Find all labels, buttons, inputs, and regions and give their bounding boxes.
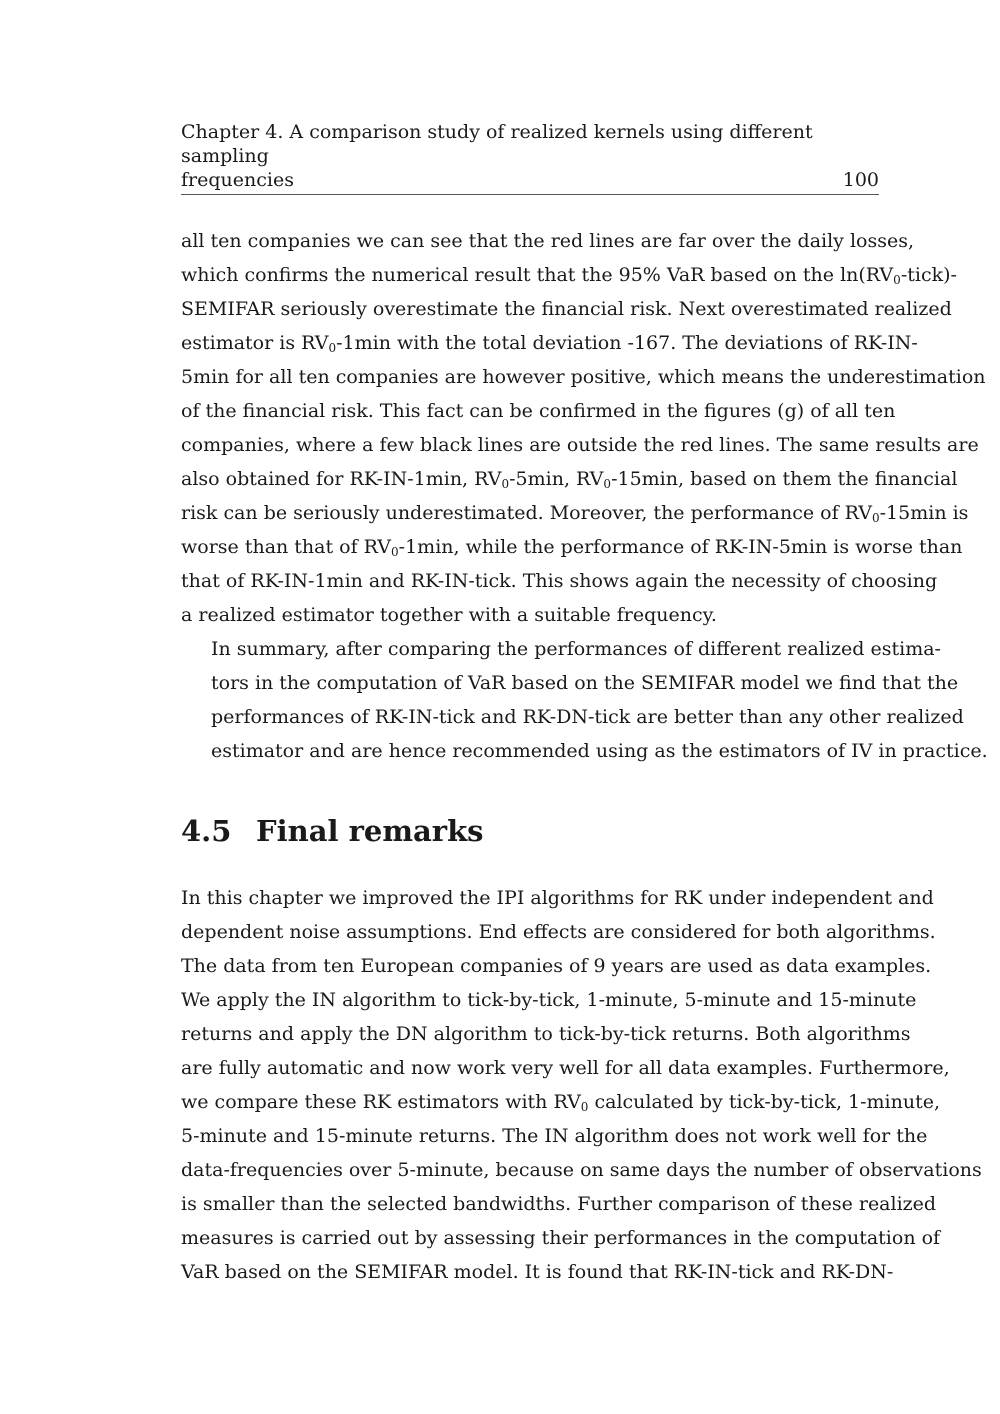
text-line: We apply the IN algorithm to tick-by-tick, 1-minute, 5-minute and 15-minute [181,989,917,1011]
text-line: which confirms the numerical result that the 95% VaR based on the $\ln(RV_0-tick)-$ [181,264,957,287]
text-line: that of RK-IN-1min and RK-IN-tick. This shows again the necessity of choosing [181,570,938,592]
text-line: 5min for all ten companies are however positive, which means the underestimation [181,366,986,388]
text-line: In summary, after comparing the performances of different realized estima- [211,638,941,660]
text-line: measures is carried out by assessing their performances in the computation of [181,1227,941,1249]
text-line: tors in the computation of VaR based on the SEMIFAR model we find that the [211,672,959,694]
text-line: dependent noise assumptions. End effects are considered for both algorithms. [181,921,936,943]
text-line: data-frequencies over 5-minute, because on same days the number of observations [181,1159,982,1181]
text-line: VaR based on the SEMIFAR model. It is found that RK-IN-tick and RK-DN- [181,1261,894,1283]
paragraph-final-remarks [181,881,982,1289]
text-line: SEMIFAR seriously overestimate the financial risk. Next overestimated realized [181,298,952,320]
text-line: 5-minute and 15-minute returns. The IN algorithm does not work well for the [181,1125,928,1147]
text-line: of the financial risk. This fact can be confirmed in the figures (g) of all ten [181,400,896,422]
text-line: performances of RK-IN-tick and RK-DN-tick are better than any other realized [211,706,964,728]
text-line: returns and apply the DN algorithm to tick-by-tick returns. Both algorithms [181,1023,911,1045]
running-header [181,120,879,195]
text-line: is smaller than the selected bandwidths. Further comparison of these realized [181,1193,937,1215]
paragraph-continued [181,224,986,632]
paragraph-summary [181,632,988,768]
text-line: are fully automatic and now work very well for all data examples. Furthermore, [181,1057,950,1079]
chapter-title: Chapter 4. A comparison study of realized kernels using different sampling [181,121,813,167]
body-text-final-remarks [181,881,982,1289]
page-number: 100 [842,169,879,191]
text-line: also obtained for RK-IN-1min, $RV_0-5\min$, $RV_0-15\min$, based on them the financial [181,468,958,491]
text-line: companies, where a few black lines are outside the red lines. The same results are [181,434,979,456]
section-number: 4.5 [181,814,232,848]
body-text [181,224,988,768]
chapter-title-continued: frequencies [181,169,294,191]
text-line: estimator is $RV_0-1\min$ with the total deviation -167. The deviations of RK-IN- [181,332,918,355]
text-line: all ten companies we can see that the red lines are far over the daily losses, [181,230,915,252]
text-line: The data from ten European companies of 9 years are used as data examples. [181,955,932,977]
page [181,120,988,1289]
text-line: estimator and are hence recommended using as the estimators of IV in practice. [211,740,988,762]
text-line: worse than that of $RV_0-1\min$, while the performance of RK-IN-5min is worse than [181,536,963,559]
section-title: Final remarks [256,814,484,848]
text-line: In this chapter we improved the IPI algorithms for RK under independent and [181,887,934,909]
text-line: risk can be seriously underestimated. Moreover, the performance of $RV_0-15\min$ is [181,502,969,525]
text-line: a realized estimator together with a suitable frequency. [181,604,717,626]
section-heading [181,811,879,851]
text-line: we compare these RK estimators with $RV_0$ calculated by tick-by-tick, 1-minute, [181,1091,941,1114]
